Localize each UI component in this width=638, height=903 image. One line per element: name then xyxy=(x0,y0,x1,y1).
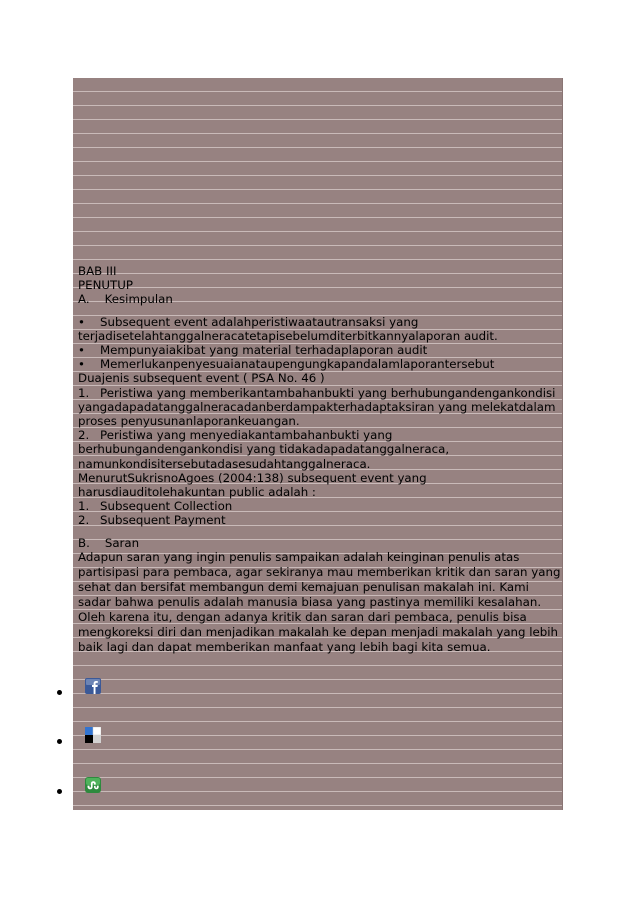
bullet-item: • Subsequent event adalahperistiwaatautransaksi yang terjadisetelahtanggalneracatetapisebelumditerbitkannyalaporan audit. xyxy=(78,314,498,343)
share-stumbleupon[interactable] xyxy=(57,781,117,801)
numbered-item: 2. Peristiwa yang menyediakantambahanbukti yang berhubungandengankondisi yang tidakadapadatanggalneraca, namunkondisitersebutadasesudahtanggalneraca. xyxy=(78,428,450,471)
bullet-dot xyxy=(57,690,62,695)
chapter-number: BAB III xyxy=(78,264,117,278)
types-heading: Duajenis subsequent event ( PSA No. 46 ) xyxy=(78,371,325,386)
section-heading-kesimpulan: A. Kesimpulan xyxy=(78,292,173,307)
numbered-item: 1. Peristiwa yang memberikantambahanbukti yang berhubungandengankondisiyangadapadatanggalneracadanberdampakterhadaptaksiran yang melekatdalam proses penyusunanlaporankeuangan. xyxy=(78,385,556,429)
delicious-icon[interactable] xyxy=(85,727,101,743)
numbered-item: 2. Subsequent Payment xyxy=(78,513,226,528)
numbered-item: 1. Subsequent Collection xyxy=(78,499,233,514)
share-facebook[interactable] xyxy=(57,682,117,702)
share-delicious[interactable] xyxy=(57,731,117,751)
bullet-dot xyxy=(57,739,62,744)
section-heading-saran: B. Saran xyxy=(78,535,140,550)
saran-paragraph: Adapun saran yang ingin penulis sampaikan adalah keinginan penulis atas partisipasi para pembaca, agar sekiranya mau memberikan kritik dan saran yang sehat dan bersifat membangun demi kemajuan penulisan makalah ini. Kami sadar bahwa penulis adalah manusia biasa yang pastinya memiliki kesalahan. Oleh karena itu, dengan adanya kritik dan saran dari pembaca, penulis bisa mengkoreksi diri dan menjadikan makalah ke depan menjadi makalah yang lebih baik lagi dan dapat memberikan manfaat yang lebih bagi kita semua. xyxy=(78,549,561,654)
bullet-item: • Mempunyaiakibat yang material terhadaplaporan audit xyxy=(78,343,428,358)
menurut-paragraph: MenurutSukrisnoAgoes (2004:138) subsequent event yang harusdiauditolehakuntan public adalah : xyxy=(78,470,427,500)
document-body xyxy=(78,264,562,655)
bullet-dot xyxy=(57,789,62,794)
chapter-title: PENUTUP xyxy=(78,278,133,293)
bullet-item: • Memerlukanpenyesuaianataupengungkapandalamlaporantersebut xyxy=(78,357,495,372)
facebook-icon[interactable] xyxy=(85,678,101,694)
stumbleupon-icon[interactable] xyxy=(85,777,101,793)
